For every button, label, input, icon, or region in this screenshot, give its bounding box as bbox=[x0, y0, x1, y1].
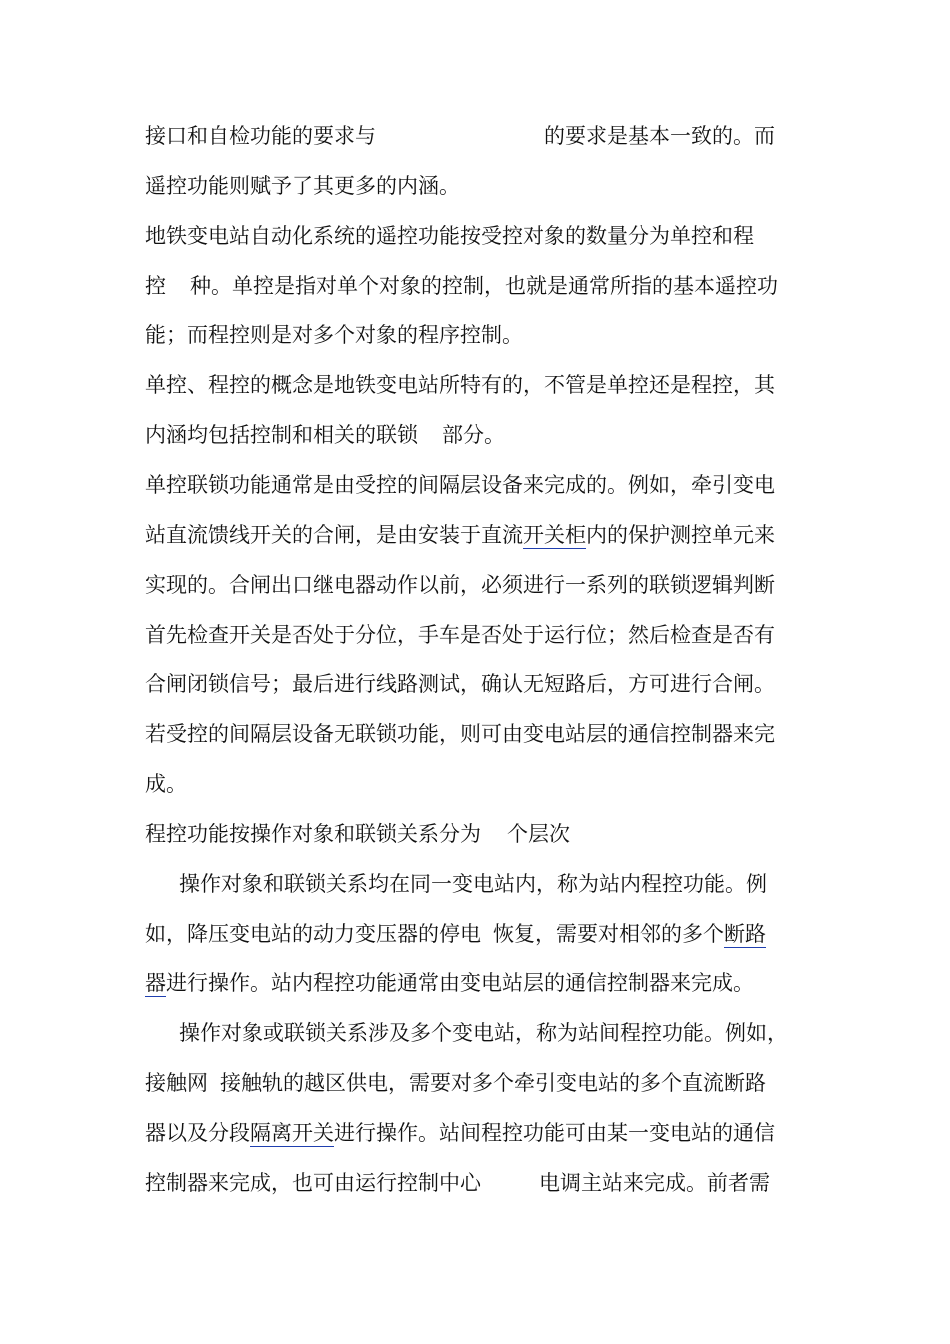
text-line-18: 器进行操作。站内程控功能通常由变电站层的通信控制器来完成。 bbox=[145, 971, 754, 995]
text-line-10: 实现的。合闸出口继电器动作以前，必须进行一系列的联锁逻辑判断 bbox=[145, 573, 775, 597]
switchgear-link[interactable]: 开关柜 bbox=[523, 523, 586, 547]
text-line-9: 站直流馈线开关的合闸，是由安装于直流开关柜内的保护测控单元来 bbox=[145, 523, 775, 547]
circuit-breaker-link-part2[interactable]: 器 bbox=[145, 971, 166, 995]
text-line-12: 合闸闭锁信号；最后进行线路测试，确认无短路后，方可进行合闸。 bbox=[145, 672, 775, 696]
text-line-20: 接触网 接触轨的越区供电，需要对多个牵引变电站的多个直流断路 bbox=[145, 1071, 766, 1095]
text-line-16: 操作对象和联锁关系均在同一变电站内，称为站内程控功能。例 bbox=[179, 872, 767, 896]
text-line-5: 能；而程控则是对多个对象的程序控制。 bbox=[145, 323, 523, 347]
text-line-13: 若受控的间隔层设备无联锁功能，则可由变电站层的通信控制器来完 bbox=[145, 722, 775, 746]
circuit-breaker-link-part1[interactable]: 断路 bbox=[724, 922, 766, 946]
disconnector-link[interactable]: 隔离开关 bbox=[250, 1121, 334, 1145]
text-line-3: 地铁变电站自动化系统的遥控功能按受控对象的数量分为单控和程 bbox=[145, 224, 754, 248]
text-line-2: 遥控功能则赋予了其更多的内涵。 bbox=[145, 174, 460, 198]
text-line-19: 操作对象或联锁关系涉及多个变电站，称为站间程控功能。例如， bbox=[179, 1021, 788, 1045]
text-line-1: 接口和自检功能的要求与 的要求是基本一致的。而 bbox=[145, 124, 775, 148]
text-line-6: 单控、程控的概念是地铁变电站所特有的，不管是单控还是程控，其 bbox=[145, 373, 775, 397]
text-line-22: 控制器来完成，也可由运行控制中心 电调主站来完成。前者需 bbox=[145, 1171, 770, 1195]
text-line-8: 单控联锁功能通常是由受控的间隔层设备来完成的。例如，牵引变电 bbox=[145, 473, 775, 497]
text-line-4: 控 种。单控是指对单个对象的控制，也就是通常所指的基本遥控功 bbox=[145, 274, 778, 298]
text-line-17: 如，降压变电站的动力变压器的停电 恢复，需要对相邻的多个断路 bbox=[145, 922, 766, 946]
text-line-11: 首先检查开关是否处于分位，手车是否处于运行位；然后检查是否有 bbox=[145, 623, 775, 647]
text-line-15: 程控功能按操作对象和联锁关系分为 个层次 bbox=[145, 822, 570, 846]
text-line-7: 内涵均包括控制和相关的联锁 部分。 bbox=[145, 423, 505, 447]
text-line-21: 器以及分段隔离开关进行操作。站间程控功能可由某一变电站的通信 bbox=[145, 1121, 775, 1145]
text-line-14: 成。 bbox=[145, 772, 187, 796]
